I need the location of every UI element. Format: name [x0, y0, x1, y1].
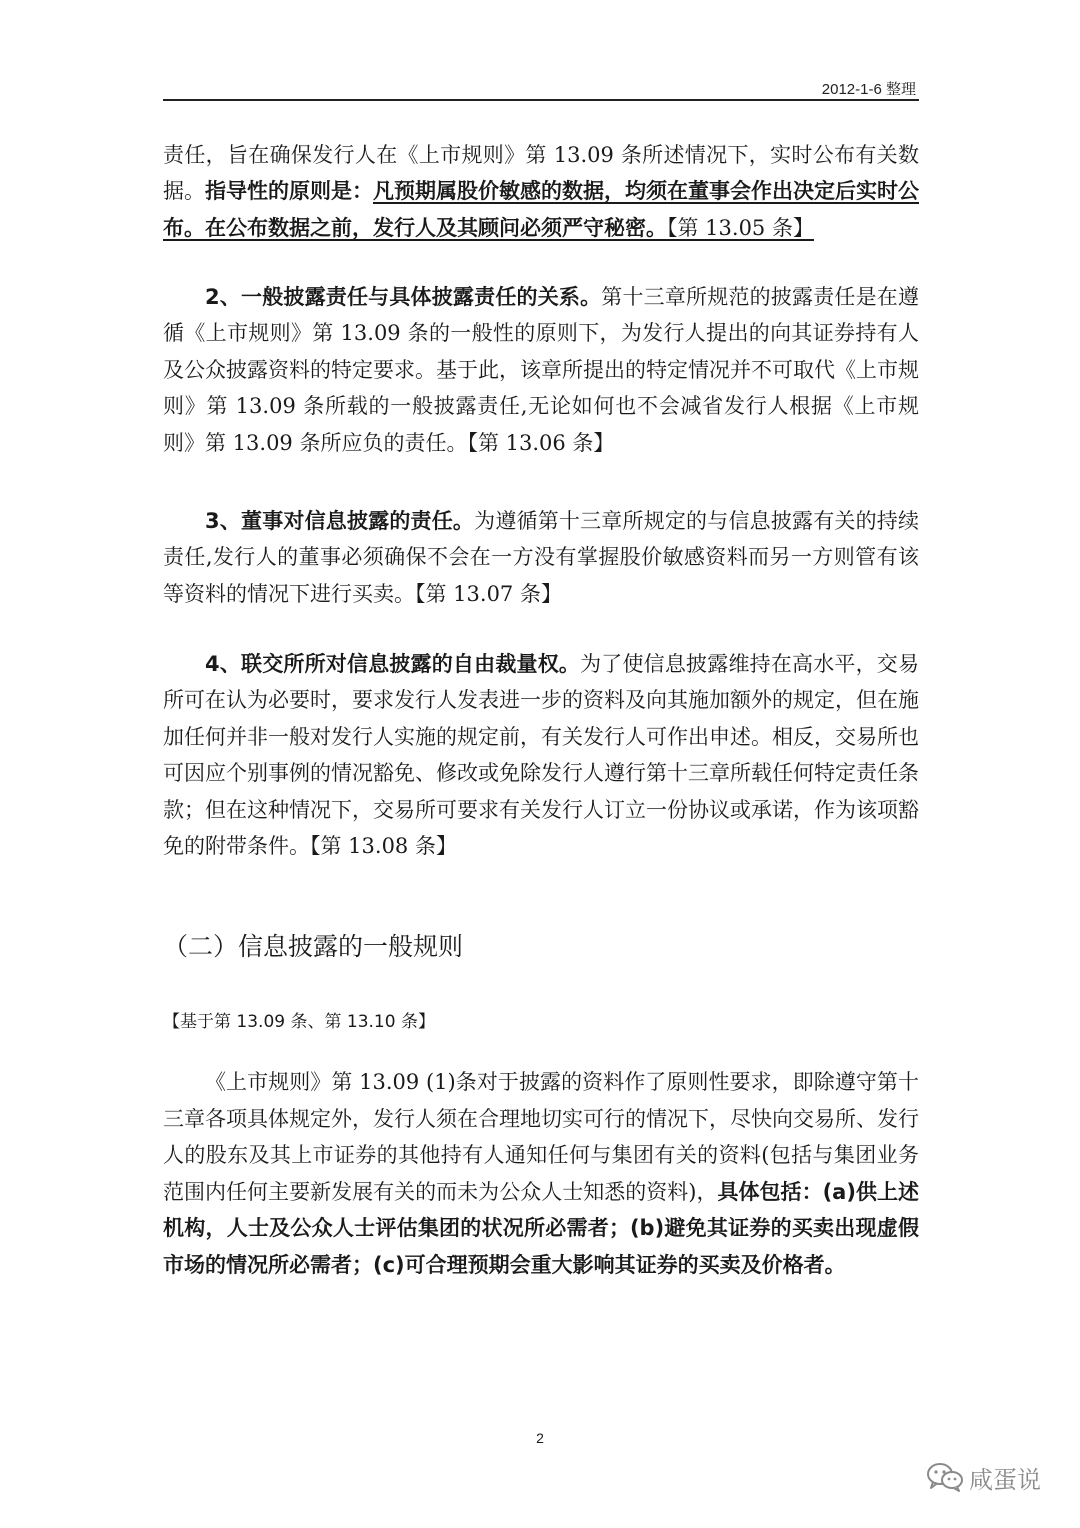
- page-number: 2: [536, 1430, 544, 1446]
- paragraph-3-heading: 3、董事对信息披露的责任。: [205, 509, 475, 533]
- paragraph-2-heading: 2、一般披露责任与具体披露责任的关系。: [205, 285, 602, 309]
- paragraph-4-body: 为了使信息披露维持在高水平，交易所可在认为必要时，要求发行人发表进一步的资料及向其施加额外的规定，但在施加任何并非一般对发行人实施的规定前，有关发行人可作出申述。相反，交易所也可因应个别事例的情况豁免、修改或免除发行人遵行第十三章所载任何特定责任条款；但在这种情况下，交易所可要求有关发行人订立一份协议或承诺，作为该项豁免的附带条件。【第 13.08 条】: [163, 652, 919, 859]
- paragraph-5: [163, 1064, 919, 1284]
- paragraph-1-reference: 【第 13.05 条】: [667, 215, 814, 240]
- paragraph-5-bold: 具体包括：(a)供上述机构，人士及公众人士评估集团的状况所必需者；(b)避免其证券的买卖出现虚假市场的情况所必需者；(c)可合理预期会重大影响其证券的买卖及价格者。: [163, 1179, 919, 1277]
- header-divider: [163, 99, 919, 101]
- paragraph-5-text: 《上市规则》第 13.09 (1)条对于披露的资料作了原则性要求，即除遵守第十三章各项具体规定外，发行人须在合理地切实可行的情况下，尽快向交易所、发行人的股东及其上市证券的其他持有人通知任何与集团有关的资料(包括与集团业务范围内任何主要新发展有关的而未为公众人士知悉的资料)，: [163, 1070, 919, 1204]
- watermark-text: 咸蛋说: [969, 1465, 1041, 1494]
- paragraph-2-body: 第十三章所规范的披露责任是在遵循《上市规则》第 13.09 条的一般性的原则下，为发行人提出的向其证券持有人及公众披露资料的特定要求。基于此，该章所提出的特定情况并不可取代《上市规则》第 13.09 条所载的一般披露责任,无论如何也不会减省发行人根据《上市规则》第 13.09 条所应负的责任。【第 13.06 条】: [163, 285, 919, 455]
- paragraph-1-bold-lead: 指导性的原则是：: [205, 179, 373, 204]
- paragraph-1: [163, 137, 919, 246]
- paragraph-3: [163, 503, 919, 612]
- paragraph-2: [163, 279, 919, 461]
- paragraph-1-bold-underlined: 凡预期属股价敏感的数据，均须在董事会作出决定后实时公布。在公布数据之前，发行人及其顾问必须严守秘密。: [163, 179, 919, 240]
- wechat-icon: [925, 1461, 965, 1493]
- paragraph-3-body: 为遵循第十三章所规定的与信息披露有关的持续责任,发行人的董事必须确保不会在一方没有掌握股价敏感资料而另一方则管有该等资料的情况下进行买卖。【第 13.07 条】: [163, 509, 919, 606]
- paragraph-4: [163, 646, 919, 864]
- section-basis: 【基于第 13.09 条、第 13.10 条】: [163, 1012, 435, 1032]
- paragraph-4-heading: 4、联交所所对信息披露的自由裁量权。: [205, 652, 581, 676]
- section-heading: （二）信息披露的一般规则: [163, 932, 464, 961]
- watermark: [925, 1459, 1060, 1495]
- header-date: 2012-1-6 整理: [821, 81, 916, 98]
- paragraph-1-text: 责任，旨在确保发行人在《上市规则》第 13.09 条所述情况下，实时公布有关数据。: [163, 143, 919, 204]
